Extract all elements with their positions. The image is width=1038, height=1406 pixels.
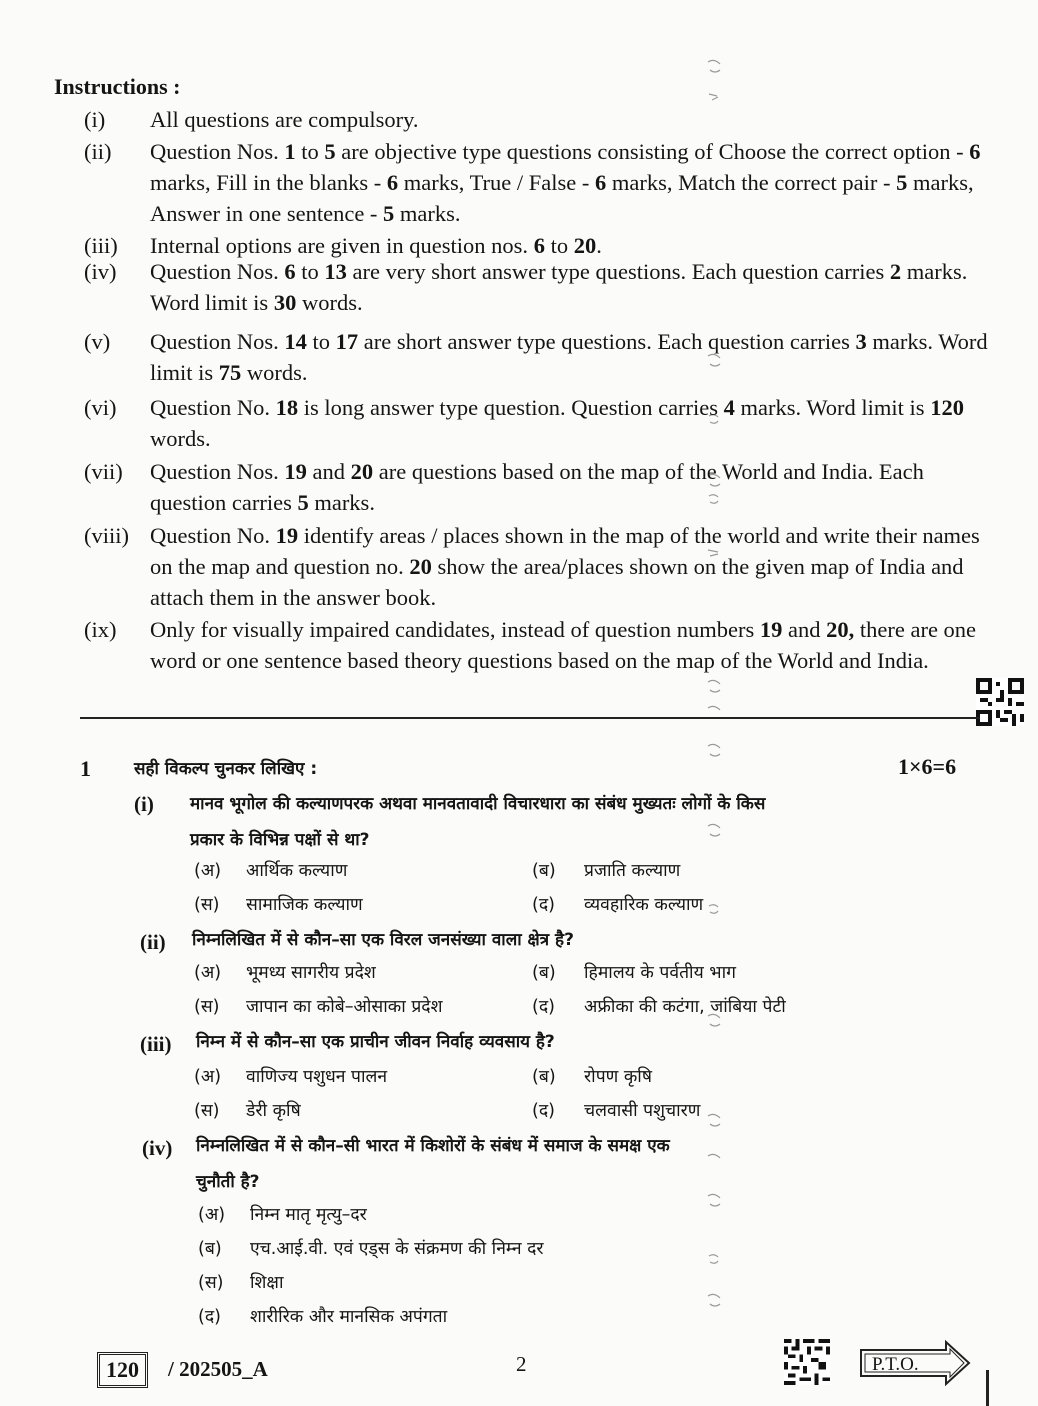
instruction-text-part: show the area/places shown on the given map of India and attach them in the answer book. [150,554,964,610]
instruction-number-value: 1 [284,139,296,164]
instruction-text-part: Question Nos. [150,459,285,484]
option-label: (ब) [532,1067,556,1087]
instruction-text [150,256,990,318]
sub-question-line: चुनौती है? [196,1172,260,1192]
question-marks: 1×6=6 [898,754,957,779]
option-label: (अ) [198,1205,226,1225]
instruction-text-part: Question Nos. [150,259,285,284]
instruction-number-value: 19 [759,617,783,642]
instruction-number: (i) [84,107,106,132]
option-text: जापान का कोबे–ओसाका प्रदेश [246,997,443,1017]
instruction-number-value: 6 [594,170,607,195]
instruction-text-part: All questions are compulsory. [150,107,419,132]
option-text: व्यवहारिक कल्याण [584,895,704,915]
instruction-number-value: 17 [335,329,359,354]
instruction-item [84,520,990,613]
instruction-number: (vi) [84,395,117,420]
instruction-text-part: to [544,233,574,258]
instruction-number-value: 120 [930,395,964,420]
option-text: डेरी कृषि [246,1101,301,1121]
instruction-number-value: 19 [284,459,307,484]
sub-question-text [196,1024,936,1060]
instruction-item [84,456,990,518]
sub-question-text [192,922,932,958]
option-text: भूमध्य सागरीय प्रदेश [246,963,376,983]
option-item [532,858,680,882]
instruction-text-part: marks, Match the correct pair - [606,170,897,195]
option-text: चलवासी पशुचारण [584,1101,701,1121]
instruction-number-value: 20 [350,459,374,484]
instruction-number-value: 6 [284,259,296,284]
instruction-number: (iv) [84,259,117,284]
instruction-text-part: words. [150,426,211,451]
instruction-text-part: Question No. [150,523,276,548]
instruction-text-part: identify areas / places shown in the map of the world and write their names on the map and question no. [150,523,980,579]
instruction-text-part: marks. [308,490,375,515]
sub-question-text [196,1128,936,1200]
option-label: (अ) [194,963,222,983]
instruction-text-part: to [295,139,325,164]
sub-question-number: (ii) [140,930,166,954]
sub-question-number: (iii) [140,1032,172,1056]
sub-question-line: प्रकार के विभिन्न पक्षों से था? [190,830,370,850]
option-item [194,960,376,984]
instruction-text-part: Only for visually impaired candidates, instead of question numbers [150,617,760,642]
option-text: हिमालय के पर्वतीय भाग [584,963,736,983]
instruction-text-part: . [596,233,602,258]
sub-question-line: मानव भूगोल की कल्याणपरक अथवा मानवतावादी विचारधारा का संबंध मुख्यतः लोगों के किस [190,794,766,814]
instruction-text-part: Question No. [150,395,276,420]
barcode-icon [784,1339,830,1385]
instruction-number: (ix) [84,617,117,642]
instruction-text-part: marks. Word limit is [150,259,968,315]
option-label: (द) [532,1101,555,1121]
instruction-text-part: there are one word or one sentence based theory questions based on the map of the World and India. [150,617,977,673]
instruction-number-value: 6 [969,139,981,164]
instruction-text-part: words. [296,290,363,315]
instruction-number-value: 5 [896,170,908,195]
option-label: (स) [194,997,220,1017]
option-text: प्रजाति कल्याण [584,861,681,881]
instruction-text-part: marks, Fill in the blanks - [150,170,387,195]
option-item [532,1098,700,1122]
option-item [198,1270,284,1294]
option-text: शारीरिक और मानसिक अपंगता [250,1307,448,1327]
qr-code-icon [976,678,1024,726]
instruction-number-value: 20 [573,233,597,258]
instruction-text-part: are short answer type questions. Each question carries [358,329,856,354]
option-item [532,994,786,1018]
option-item [198,1304,447,1328]
instructions-heading: Instructions : [54,74,181,99]
instruction-number-value: 75 [218,360,242,385]
option-text: सामाजिक कल्याण [246,895,363,915]
margin-mark [986,1370,989,1406]
paper-code-box: 120 [97,1352,148,1388]
option-item [532,1064,652,1088]
option-label: (द) [532,997,555,1017]
instruction-text-part: and [306,459,351,484]
instruction-item [84,136,990,229]
instruction-number-value: 18 [275,395,299,420]
sub-question-line: निम्नलिखित में से कौन–सा एक विरल जनसंख्या वाला क्षेत्र है? [192,930,574,950]
option-item [194,1064,387,1088]
option-text: आर्थिक कल्याण [246,861,348,881]
series-code: / 202505_A [168,1357,268,1381]
instruction-text-part: are very short answer type questions. Each question carries [346,259,890,284]
instruction-number-value: 4 [723,395,735,420]
instruction-item [84,104,990,135]
instruction-text-part: Question Nos. [150,139,285,164]
instruction-text-part: words. [241,360,308,385]
option-label: (ब) [532,963,556,983]
option-label: (द) [532,895,555,915]
instruction-number-value: 14 [284,329,307,354]
option-item [532,960,736,984]
instruction-number: (ii) [84,139,112,164]
question-number: 1 [80,756,91,781]
sub-question-number: (i) [134,792,154,816]
instruction-number: (viii) [84,523,129,548]
instruction-text-part: Internal options are given in question nos. [150,233,534,258]
instruction-number: (iii) [84,233,118,258]
instruction-text-part: marks, True / False - [398,170,595,195]
option-text: एच.आई.वी. एवं एड्स के संक्रमण की निम्न दर [250,1239,544,1259]
option-label: (अ) [194,861,222,881]
option-label: (स) [194,1101,220,1121]
instruction-text [150,136,990,229]
option-item [198,1202,367,1226]
instruction-number-value: 6 [533,233,545,258]
option-label: (ब) [532,861,556,881]
option-label: (स) [198,1273,224,1293]
option-text: शिक्षा [250,1273,284,1293]
option-item [194,858,347,882]
instruction-text [150,614,990,676]
option-label: (अ) [194,1067,222,1087]
sub-question-text [190,786,930,858]
instruction-number-value: 2 [889,259,902,284]
instruction-item [84,256,990,318]
option-text: रोपण कृषि [584,1067,652,1087]
sub-question-number: (iv) [142,1136,173,1160]
option-item [198,1236,544,1260]
instruction-text-part: to [295,259,325,284]
option-text: अफ्रीका की कटंगा, जांबिया पेटी [584,997,786,1017]
instruction-text-part: marks. Word limit is [734,395,931,420]
instruction-text [150,456,990,518]
pto-label: P.T.O. [872,1354,919,1375]
section-divider [80,717,980,719]
instruction-text-part: are questions based on the map of the World and India. Each question carries [150,459,924,515]
instruction-number-value: 6 [386,170,399,195]
option-text: वाणिज्य पशुधन पालन [246,1067,388,1087]
instruction-number-value: 30 [273,290,297,315]
instruction-text [150,104,990,135]
option-label: (द) [198,1307,221,1327]
instruction-text-part: marks. Word limit is [150,329,988,385]
instruction-number-value: 3 [855,329,867,354]
instruction-text [150,326,990,388]
instruction-number-value: 19 [275,523,299,548]
option-item [194,994,442,1018]
page-number: 2 [516,1352,527,1376]
instruction-number: (vii) [84,459,123,484]
instruction-text [150,520,990,613]
instruction-text-part: and [782,617,827,642]
question-title: सही विकल्प चुनकर लिखिए : [134,759,318,779]
instruction-text-part: marks, Answer in one sentence - [150,170,974,226]
option-label: (ब) [198,1239,222,1259]
option-item [194,892,363,916]
instruction-number-value: 20 [409,554,432,579]
instruction-text [150,392,990,454]
option-item [532,892,703,916]
instruction-number-value: 5 [383,201,395,226]
instruction-text-part: marks. [394,201,461,226]
instruction-item [84,392,990,454]
instruction-item [84,614,990,676]
option-text: निम्न मातृ मृत्यु–दर [250,1205,367,1225]
option-label: (स) [194,895,220,915]
sub-question-line: निम्नलिखित में से कौन–सी भारत में किशोरों के संबंध में समाज के समक्ष एक [196,1136,670,1156]
instruction-text-part: Question Nos. [150,329,285,354]
instruction-text-part: is long answer type question. Question carries [298,395,724,420]
instruction-text-part: to [306,329,336,354]
pto-arrow-icon [858,1340,972,1386]
sub-question-line: निम्न में से कौन–सा एक प्राचीन जीवन निर्वाह व्यवसाय है? [196,1032,555,1052]
instruction-number-value: 5 [324,139,336,164]
option-item [194,1098,301,1122]
instruction-item [84,326,990,388]
instruction-text-part: are objective type questions consisting of Choose the correct option - [335,139,970,164]
instruction-number-value: 13 [324,259,347,284]
instruction-number-value: 5 [297,490,309,515]
instruction-number: (v) [84,329,111,354]
instruction-number-value: 20, [826,617,855,642]
